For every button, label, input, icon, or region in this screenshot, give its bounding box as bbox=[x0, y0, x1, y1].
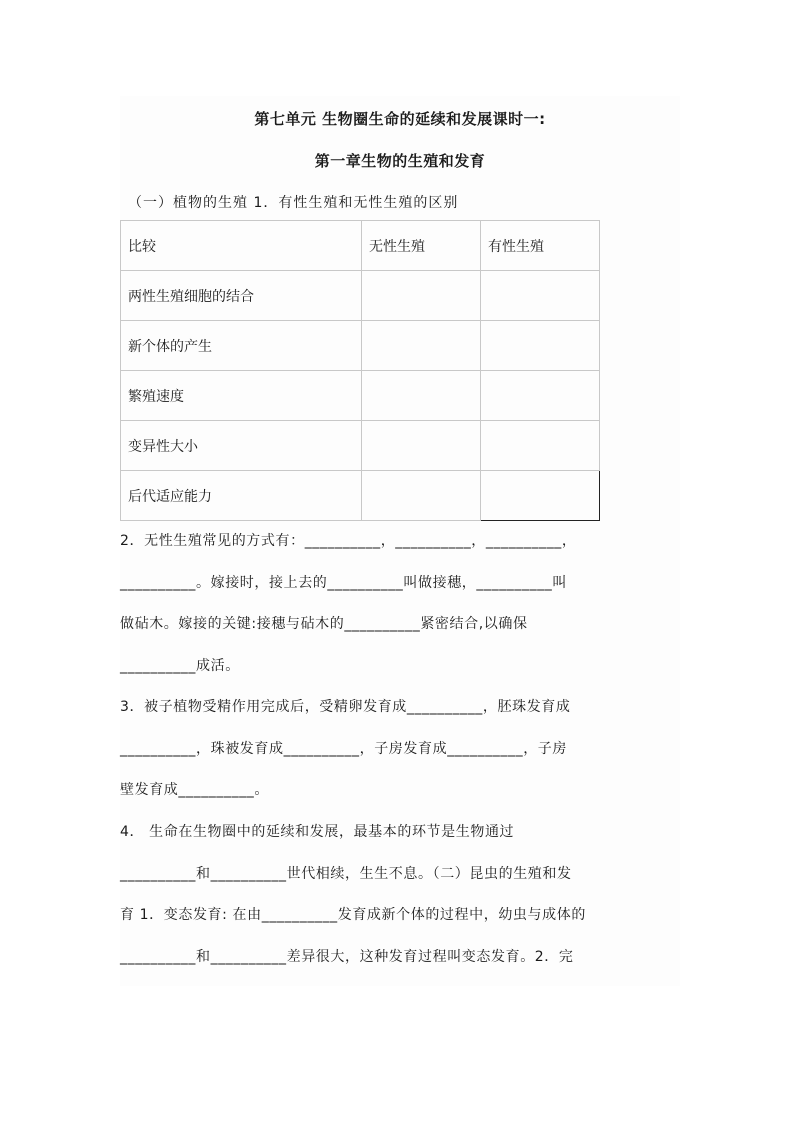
text-line: __________成活。 bbox=[120, 657, 240, 674]
table-row bbox=[121, 421, 600, 471]
answer-cell[interactable] bbox=[362, 271, 481, 321]
row-label: 后代适应能力 bbox=[121, 471, 362, 521]
text-line: __________和__________世代相续，生生不息。（二）昆虫的生殖和发 bbox=[120, 865, 572, 882]
section-heading: （一）植物的生殖 1．有性生殖和无性生殖的区别 bbox=[128, 195, 459, 211]
row-label: 变异性大小 bbox=[121, 421, 362, 471]
answer-cell[interactable] bbox=[362, 471, 481, 521]
text-line: 4． 生命在生物圈中的延续和发展，最基本的环节是生物通过 bbox=[120, 824, 515, 840]
question-3 bbox=[120, 687, 680, 812]
table-header-cell: 比较 bbox=[121, 221, 362, 271]
answer-cell[interactable] bbox=[481, 321, 600, 371]
answer-cell[interactable] bbox=[362, 321, 481, 371]
row-label: 两性生殖细胞的结合 bbox=[121, 271, 362, 321]
comparison-table bbox=[120, 220, 600, 521]
text-line: __________，珠被发育成__________，子房发育成__________，子房 bbox=[120, 740, 567, 757]
text-line: __________。嫁接时，接上去的__________叫做接穗，__________叫 bbox=[120, 574, 567, 591]
table-row bbox=[121, 321, 600, 371]
table-row bbox=[121, 471, 600, 521]
text-line: 壁发育成__________。 bbox=[120, 782, 269, 798]
text-line: 做砧木。嫁接的关键:接穗与砧木的__________紧密结合,以确保 bbox=[120, 616, 528, 632]
worksheet-page bbox=[120, 96, 680, 986]
answer-cell[interactable] bbox=[362, 421, 481, 471]
table-header-cell: 无性生殖 bbox=[362, 221, 481, 271]
question-4 bbox=[120, 812, 680, 978]
question-2 bbox=[120, 521, 680, 687]
answer-cell[interactable] bbox=[481, 471, 600, 521]
text-line: 3．被子植物受精作用完成后，受精卵发育成__________，胚珠发育成 bbox=[120, 699, 571, 715]
text-line: __________和__________差异很大，这种发育过程叫变态发育。2．完 bbox=[120, 948, 574, 965]
text-line: 2．无性生殖常见的方式有：__________，__________，__________， bbox=[120, 533, 577, 549]
answer-cell[interactable] bbox=[362, 371, 481, 421]
table-row bbox=[121, 271, 600, 321]
page-title: 第七单元 生物圈生命的延续和发展课时一: bbox=[254, 110, 546, 128]
text-line: 育 1．变态发育: 在由__________发育成新个体的过程中，幼虫与成体的 bbox=[120, 907, 586, 923]
row-label: 繁殖速度 bbox=[121, 371, 362, 421]
answer-cell[interactable] bbox=[481, 271, 600, 321]
answer-cell[interactable] bbox=[481, 371, 600, 421]
table-row bbox=[121, 371, 600, 421]
chapter-title: 第一章生物的生殖和发育 bbox=[314, 152, 486, 170]
table-header-cell: 有性生殖 bbox=[481, 221, 600, 271]
answer-cell[interactable] bbox=[481, 421, 600, 471]
row-label: 新个体的产生 bbox=[121, 321, 362, 371]
table-header-row bbox=[121, 221, 600, 271]
